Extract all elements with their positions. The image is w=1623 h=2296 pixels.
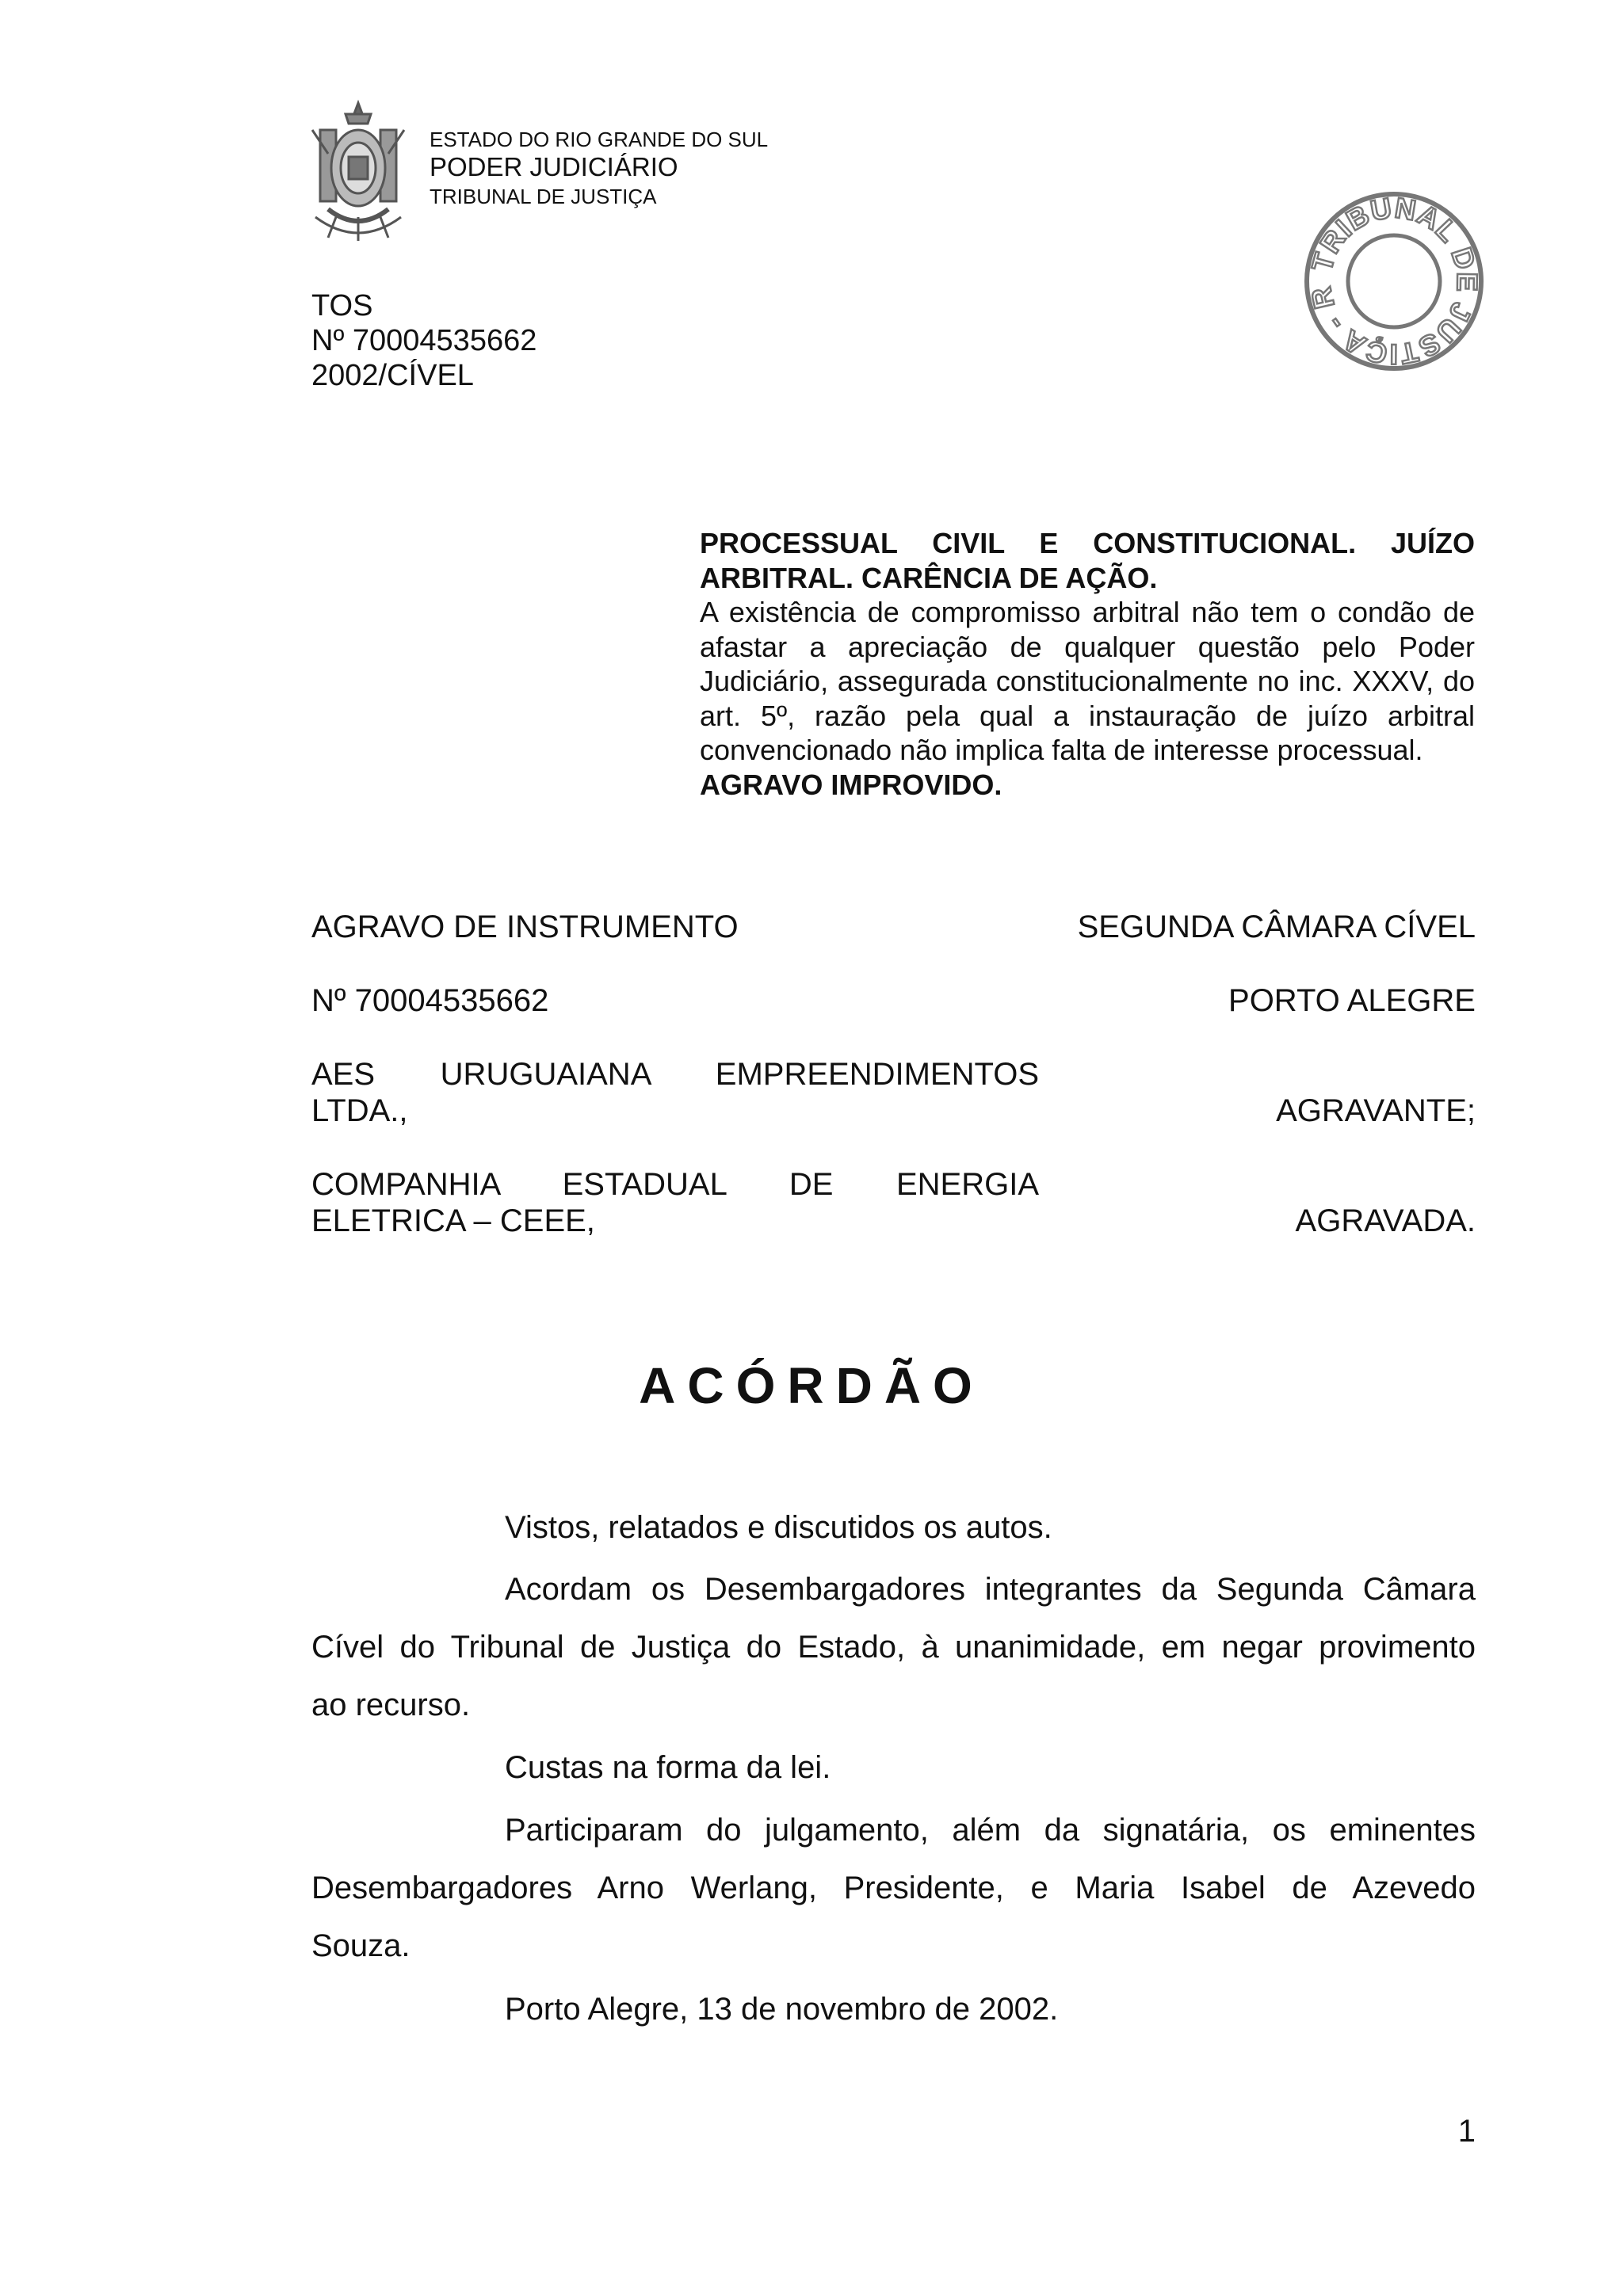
body-paragraph-4-line-1: Participaram do julgamento, além da signatária, os eminentes (505, 1813, 1476, 1848)
case-number: Nº 70004535662 (311, 983, 549, 1018)
party1-role: AGRAVANTE; (1276, 1093, 1476, 1128)
party2-name-line2: ELETRICA – CEEE, (311, 1203, 595, 1238)
case-type: AGRAVO DE INSTRUMENTO (311, 910, 739, 944)
page-number: 1 (1457, 2114, 1476, 2149)
case-city: PORTO ALEGRE (1228, 983, 1476, 1018)
party2-role: AGRAVADA. (1295, 1203, 1476, 1238)
summary-heading: PROCESSUAL CIVIL E CONSTITUCIONAL. JUÍZO ARBITRAL. CARÊNCIA DE AÇÃO. (700, 527, 1475, 594)
header-state: ESTADO DO RIO GRANDE DO SUL (430, 128, 769, 151)
document-title: ACÓRDÃO (639, 1357, 984, 1414)
coat-of-arms-emblem (304, 98, 412, 246)
party1-name-line1: AES URUGUAIANA EMPREENDIMENTOS (311, 1057, 1039, 1092)
meta-case-number: Nº 70004535662 (311, 324, 537, 357)
meta-year-area: 2002/CÍVEL (311, 359, 474, 392)
body-paragraph-4-line-3: Souza. (311, 1928, 411, 1963)
meta-initials: TOS (311, 289, 373, 322)
summary-text: A existência de compromisso arbitral não tem o condão de afastar a apreciação de qualquer questão pelo Poder Judiciário, assegurada constitucionalmente no inc. XXXV, do art. 5º, razão pela qual a instauração de juízo arbitral convencionado não implica falta de interesse processual. (700, 596, 1475, 766)
body-paragraph-1: Vistos, relatados e discutidos os autos. (505, 1510, 1052, 1545)
header-court: TRIBUNAL DE JUSTIÇA (430, 185, 657, 208)
body-paragraph-3: Custas na forma da lei. (505, 1750, 831, 1785)
header-power: PODER JUDICIÁRIO (430, 152, 678, 181)
party1-name-line2: LTDA., (311, 1093, 408, 1128)
body-paragraph-2-line-1: Acordam os Desembargadores integrantes da Segunda Câmara (505, 1572, 1476, 1607)
body-paragraph-2-line-3: ao recurso. (311, 1688, 471, 1722)
summary-result: AGRAVO IMPROVIDO. (700, 768, 1002, 801)
body-paragraph-2-line-2: Cível do Tribunal de Justiça do Estado, à unanimidade, em negar provimento (311, 1630, 1476, 1665)
summary-block (700, 526, 1475, 802)
court-seal-stamp (1303, 190, 1485, 372)
body-date-line: Porto Alegre, 13 de novembro de 2002. (505, 1992, 1059, 2027)
body-paragraph-4-line-2: Desembargadores Arno Werlang, Presidente, e Maria Isabel de Azevedo (311, 1871, 1476, 1905)
party2-name-line1: COMPANHIA ESTADUAL DE ENERGIA (311, 1167, 1039, 1202)
case-chamber: SEGUNDA CÂMARA CÍVEL (1077, 910, 1476, 944)
svg-text:TRIBUNAL DE JUSTIÇA - RS -: TRIBUNAL DE JUSTIÇA - R (1304, 191, 1484, 372)
